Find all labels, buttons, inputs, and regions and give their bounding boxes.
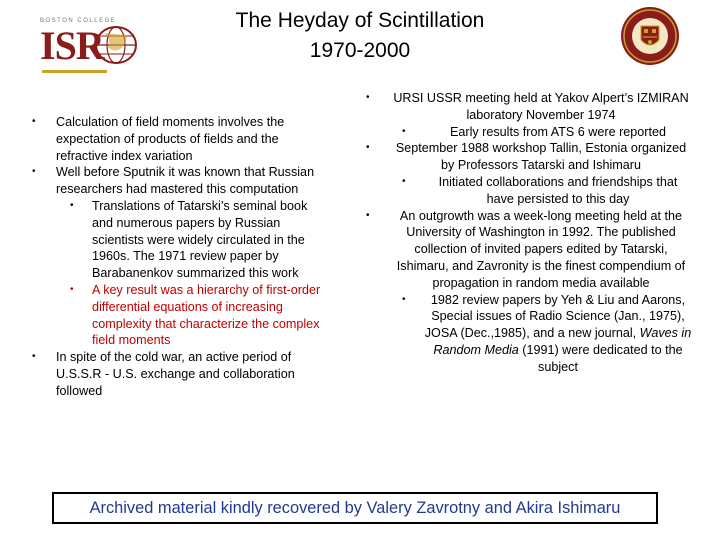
bullet-marker: • <box>70 199 74 211</box>
left-bullet-2 <box>30 164 330 198</box>
journal-title: Waves in Random Media <box>433 326 692 357</box>
logo-underline <box>42 70 107 73</box>
acknowledgement-text: Archived material kindly recovered by Valery Zavrotny and Akira Ishimaru <box>89 499 621 517</box>
right-bullet-3-text: An outgrowth was a week-long meeting held at the University of Washington in 1992. The published collection of invited papers edited by Tatarski, Ishimaru, and Zavronity is the finest compendium of propagation in random media available <box>396 208 686 290</box>
globe-icon <box>94 25 138 65</box>
slide-title <box>150 6 570 66</box>
bullet-marker: • <box>32 166 36 178</box>
right-sub-bullet-3 <box>362 292 692 376</box>
right-sub-bullet-2 <box>362 174 692 208</box>
left-sub-bullet-1-text: Translations of Tatarski’s seminal book and numerous papers by Russian scientists were widely circulated in the 1960s. The 1971 review paper by Barabanenkov summarized this work <box>92 198 308 281</box>
acknowledgement-box <box>52 492 658 524</box>
right-bullet-column <box>362 90 692 376</box>
left-bullet-2-text: Well before Sputnik it was known that Russian researchers had mastered this computation <box>56 165 315 197</box>
logo-college-text: BOSTON COLLEGE <box>40 18 117 24</box>
bullet-marker: • <box>32 116 36 127</box>
right-bullet-1 <box>362 90 692 124</box>
bullet-marker: • <box>366 142 370 154</box>
title-line-2: 1970-2000 <box>309 39 411 62</box>
title-line-1: The Heyday of Scintillation <box>235 9 485 32</box>
bullet-marker: • <box>402 125 406 137</box>
right-sub-bullet-1-text: Early results from ATS 6 were reported <box>449 124 667 139</box>
bullet-marker: • <box>366 92 370 103</box>
left-bullet-1 <box>30 114 330 164</box>
right-bullet-2-text: September 1988 workshop Tallin, Estonia organized by Professors Tatarski and Ishimaru <box>395 141 687 173</box>
right-sub-bullet-3-text-a: 1982 review papers by Yeh & Liu and Aarons, Special issues of Radio Science (Jan., 1975), JOSA (Dec.,1985), and a new journal, <box>424 292 686 341</box>
left-sub-bullet-2-text: A key result was a hierarchy of first-order differential equations of increasing complexity that characterize the complex field moments <box>92 282 321 348</box>
left-bullet-3 <box>30 349 330 399</box>
right-bullet-3 <box>362 208 692 292</box>
bullet-marker: • <box>366 209 370 221</box>
bullet-marker: • <box>70 283 74 295</box>
university-seal-icon <box>620 6 680 66</box>
bullet-marker: • <box>32 351 36 363</box>
right-sub-bullet-3-text-b: (1991) were dedicated to the subject <box>518 342 683 374</box>
left-sub-bullet-1 <box>30 198 330 282</box>
left-bullet-column <box>30 114 330 400</box>
right-sub-bullet-2-text: Initiated collaborations and friendships that have persisted to this day <box>438 174 678 206</box>
right-bullet-1-text: URSI USSR meeting held at Yakov Alpert’s IZMIRAN laboratory November 1974 <box>393 91 689 122</box>
right-sub-bullet-1 <box>362 124 692 141</box>
bullet-marker: • <box>402 175 406 187</box>
left-sub-bullet-2 <box>30 282 330 349</box>
left-bullet-1-text: Calculation of field moments involves the expectation of products of fields and the refractive index variation <box>56 115 285 163</box>
bullet-marker: • <box>402 293 406 305</box>
left-bullet-3-text: In spite of the cold war, an active period of U.S.S.R - U.S. exchange and collaboration followed <box>56 350 295 398</box>
logo-isr-text: ISR <box>40 23 104 68</box>
right-bullet-2 <box>362 140 692 174</box>
